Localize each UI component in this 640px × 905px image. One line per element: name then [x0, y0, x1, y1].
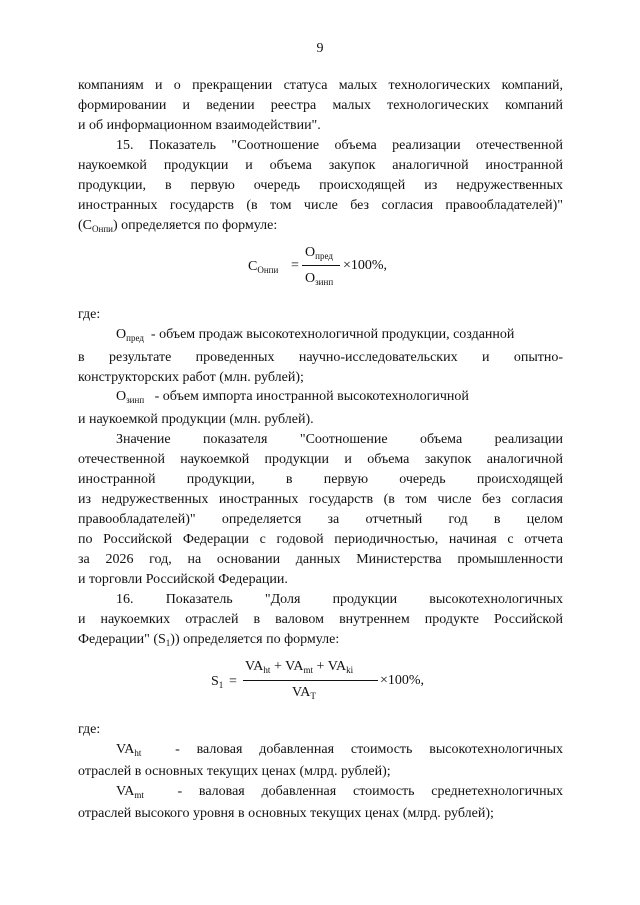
text-line: компаниям и о прекращении статуса малых технологических компаний, [78, 78, 563, 93]
text-line: где: [78, 307, 101, 322]
text-line: из недружественных иностранных государств (в том числе без согласия [78, 492, 563, 507]
text-line: иностранных государств (в том числе без согласия правообладателей)" [78, 198, 563, 213]
definition-line: $O_{зинп}$ - объем импорта иностранной высокотехнологичной [116, 389, 469, 405]
text-line: Значение показателя "Соотношение объема реализации [116, 432, 563, 447]
text-line: и об информационном взаимодействии". [78, 118, 321, 133]
text-line: правообладателей)" определяется за отчетный год в целом [78, 512, 563, 527]
text-line: отраслей в основных текущих ценах (млрд. рублей); [78, 764, 391, 779]
text-line: по Российской Федерации с годовой периодичностью, начиная с отчета [78, 532, 563, 547]
definition-line: $O_{пред}$ - объем продаж высокотехнологичной продукции, созданной [116, 327, 515, 343]
close-paren: ) [112, 218, 118, 233]
formula-multiplier: ×100%, [343, 258, 388, 273]
text-line: отечественной наукоемкой продукции и объема закупок аналогичной [78, 452, 563, 467]
text-line: в результате проведенных научно-исследовательских и опытно- [78, 350, 563, 365]
text-line: 15. Показатель "Соотношение объема реализации отечественной [116, 138, 563, 153]
formula2-equals: = [229, 674, 237, 689]
formula-denominator: $O_{зинп}$ [305, 271, 334, 287]
text-line: и наукоемких отраслей в валовом внутреннем продукте Российской [78, 612, 563, 627]
fraction-bar [302, 265, 340, 266]
symbol-c: C [82, 218, 93, 233]
formula-lhs: $C_{Онпи}$ [248, 259, 279, 275]
text-line: формировании и ведении реестра малых технологических компаний [78, 98, 563, 113]
text-line: и наукоемкой продукции (млн. рублей). [78, 412, 314, 427]
text-line: 16. Показатель "Доля продукции высокотехнологичных [116, 592, 563, 607]
subscript-onpi: Онпи [92, 224, 113, 234]
definition-line: $VA_{ht}$ - валовая добавленная стоимость высокотехнологичных [116, 742, 564, 758]
text-line: конструкторских работ (млн. рублей); [78, 370, 304, 385]
text-line-with-symbol: Федерации" $(S_1)$) определяется по формуле: [78, 632, 340, 648]
text-line: продукции, в первую очередь происходящей из недружественных [78, 178, 563, 193]
text-line: где: [78, 722, 101, 737]
formula-numerator: $O_{пред}$ [305, 245, 333, 261]
formula2-numerator: $VA_{ht} + VA_{mt} + VA_{ki}$ [245, 659, 354, 675]
text-line: отраслей высокого уровня в основных текущих ценах (млрд. рублей); [78, 806, 494, 821]
open-paren: ( [78, 218, 83, 233]
definition-line: $VA_{mt}$ - валовая добавленная стоимость среднетехнологичных [116, 784, 563, 800]
formula2-denominator: $VA_T$ [292, 685, 316, 701]
text-line: и торговли Российской Федерации. [78, 572, 288, 587]
page-number: 9 [316, 41, 324, 56]
fraction-bar [243, 680, 378, 681]
text-line: за 2026 год, на основании данных Министерства промышленности [78, 552, 563, 567]
text-line-with-symbol: $(C_{Онпи})$ определяется по формуле: [78, 218, 278, 234]
formula-equals: = [291, 258, 299, 273]
formula2-lhs: $S_1$ [211, 674, 224, 690]
text-line: иностранной продукции, в первую очередь происходящей [78, 472, 563, 487]
text-line: наукоемкой продукции и объема закупок аналогичной иностранной [78, 158, 563, 173]
formula2-multiplier: ×100%, [380, 673, 425, 688]
